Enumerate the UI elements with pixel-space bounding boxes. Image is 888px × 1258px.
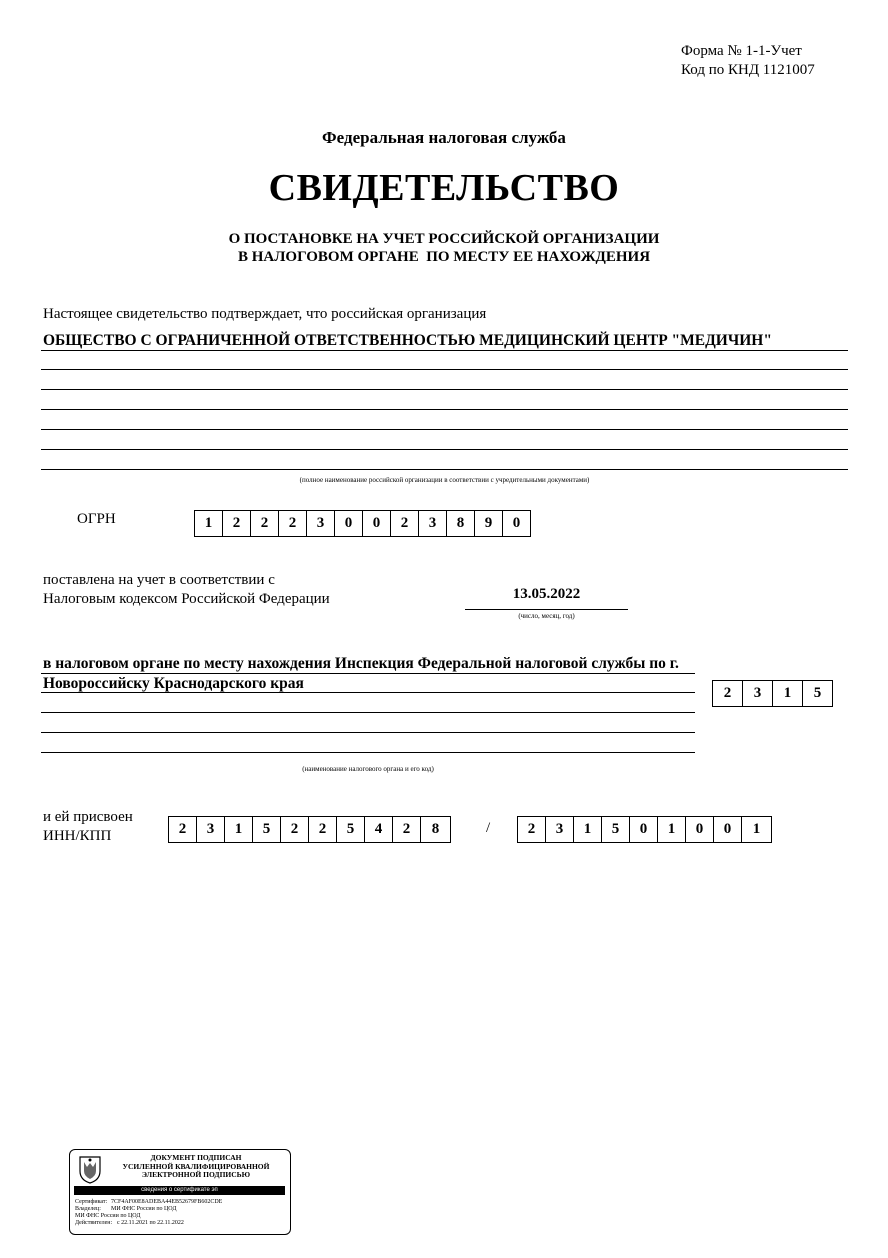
stamp-heading-line-1: ДОКУМЕНТ ПОДПИСАН [150,1153,242,1162]
form-code-block [681,42,815,80]
inn-digit: 4 [364,816,393,843]
org-line-6 [41,449,848,450]
stamp-row [75,1199,287,1206]
org-line-7 [41,469,848,470]
stamp-row-key: Владелец: [75,1206,101,1212]
subtitle-line-1: О ПОСТАНОВКЕ НА УЧЕТ РОССИЙСКОЙ ОРГАНИЗАЦИИ [228,231,660,247]
signature-stamp [69,1149,291,1235]
ogrn-label: ОГРН [77,511,116,527]
kpp-digit: 1 [741,816,772,843]
registration-line-2: Налоговым кодексом Российской Федерации [43,591,330,607]
ogrn-digit: 0 [502,510,531,537]
document-title: СВИДЕТЕЛЬСТВО [268,167,620,209]
stamp-row-key: Действителен: [75,1220,113,1226]
inn-kpp-separator: / [486,820,491,836]
ogrn-digit: 2 [278,510,307,537]
kpp-digit: 1 [573,816,602,843]
org-line-2 [41,369,848,370]
org-line-3 [41,389,848,390]
stamp-row [75,1206,287,1213]
coat-of-arms-icon [76,1154,104,1184]
organization-name: ОБЩЕСТВО С ОГРАНИЧЕННОЙ ОТВЕТСТВЕННОСТЬЮ МЕДИЦИНСКИЙ ЦЕНТР "МЕДИЧИН" [43,332,772,349]
tax-line-4 [41,732,695,733]
inn-digit: 2 [280,816,309,843]
ogrn-digit: 0 [334,510,363,537]
org-line-1 [41,350,848,351]
kpp-digit: 3 [545,816,574,843]
ogrn-digit: 0 [362,510,391,537]
tax-authority-name: в налоговом органе по месту нахождения Инспекция Федеральной налоговой службы по г. Новороссийску Краснодарского края [43,655,679,692]
stamp-row-key: Сертификат: [75,1199,108,1205]
tax-code-digit: 2 [712,680,743,707]
ogrn-digit: 1 [194,510,223,537]
inn-digit: 2 [308,816,337,843]
kpp-digit: 0 [713,816,742,843]
knd-code: Код по КНД 1121007 [681,62,815,78]
inn-digit: 8 [420,816,451,843]
stamp-heading [106,1154,286,1180]
inn-digit: 5 [336,816,365,843]
ogrn-digit: 2 [222,510,251,537]
registration-date: 13.05.2022 [512,586,581,602]
service-name: Федеральная налоговая служба [322,128,566,147]
subtitle-line-2: В НАЛОГОВОМ ОРГАНЕ ПО МЕСТУ ЕЕ НАХОЖДЕНИЯ [237,249,651,265]
kpp-digit: 0 [685,816,714,843]
ogrn-digit: 2 [250,510,279,537]
inn-digit: 2 [168,816,197,843]
stamp-certificate-bar: сведения о сертификате эп [74,1186,285,1195]
tax-code-boxes [712,680,833,707]
kpp-digit: 1 [657,816,686,843]
inn-digit: 2 [392,816,421,843]
stamp-row-value: МИ ФНС России по ЦОД [75,1213,141,1219]
kpp-digit: 0 [629,816,658,843]
inn-digit: 5 [252,816,281,843]
ogrn-digit: 3 [306,510,335,537]
stamp-heading-line-3: ЭЛЕКТРОННОЙ ПОДПИСЬЮ [141,1170,251,1179]
stamp-details [75,1199,287,1227]
document-subtitle [0,230,888,266]
inn-digit: 3 [196,816,225,843]
registration-text [43,571,330,609]
inn-boxes [168,816,451,843]
tax-code-digit: 5 [802,680,833,707]
tax-line-5 [41,752,695,753]
tax-code-digit: 1 [772,680,803,707]
ogrn-digit: 8 [446,510,475,537]
date-underline [465,609,628,610]
intro-text: Настоящее свидетельство подтверждает, что российская организация [43,306,487,322]
org-caption: (полное наименование российской организации в соответствии с учредительными документами) [299,476,590,484]
stamp-row [75,1220,287,1227]
stamp-row-value: 7CF4AF00E8ADEBA44EB52679FB602CDE [111,1199,223,1205]
tax-line-2 [41,692,695,693]
tax-line-3 [41,712,695,713]
org-line-4 [41,409,848,410]
ogrn-digit: 9 [474,510,503,537]
tax-line-1 [41,673,695,674]
registration-line-1: поставлена на учет в соответствии с [43,572,275,588]
ogrn-boxes [194,510,531,537]
stamp-row-value: с 22.11.2021 по 22.11.2022 [117,1220,184,1226]
stamp-row-value: МИ ФНС России по ЦОД [111,1206,177,1212]
kpp-digit: 5 [601,816,630,843]
form-number: Форма № 1-1-Учет [681,43,802,59]
tax-caption: (наименование налогового органа и его код) [302,765,434,773]
inn-kpp-label [43,808,133,846]
kpp-boxes [517,816,772,843]
inn-digit: 1 [224,816,253,843]
inn-kpp-label-line-1: и ей присвоен [43,809,133,825]
tax-code-digit: 3 [742,680,773,707]
date-caption: (число, месяц, год) [518,612,575,620]
ogrn-digit: 3 [418,510,447,537]
stamp-row [75,1213,287,1220]
org-line-5 [41,429,848,430]
kpp-digit: 2 [517,816,546,843]
stamp-heading-line-2: УСИЛЕННОЙ КВАЛИФИЦИРОВАННОЙ [122,1161,270,1171]
inn-kpp-label-line-2: ИНН/КПП [43,828,112,844]
ogrn-digit: 2 [390,510,419,537]
